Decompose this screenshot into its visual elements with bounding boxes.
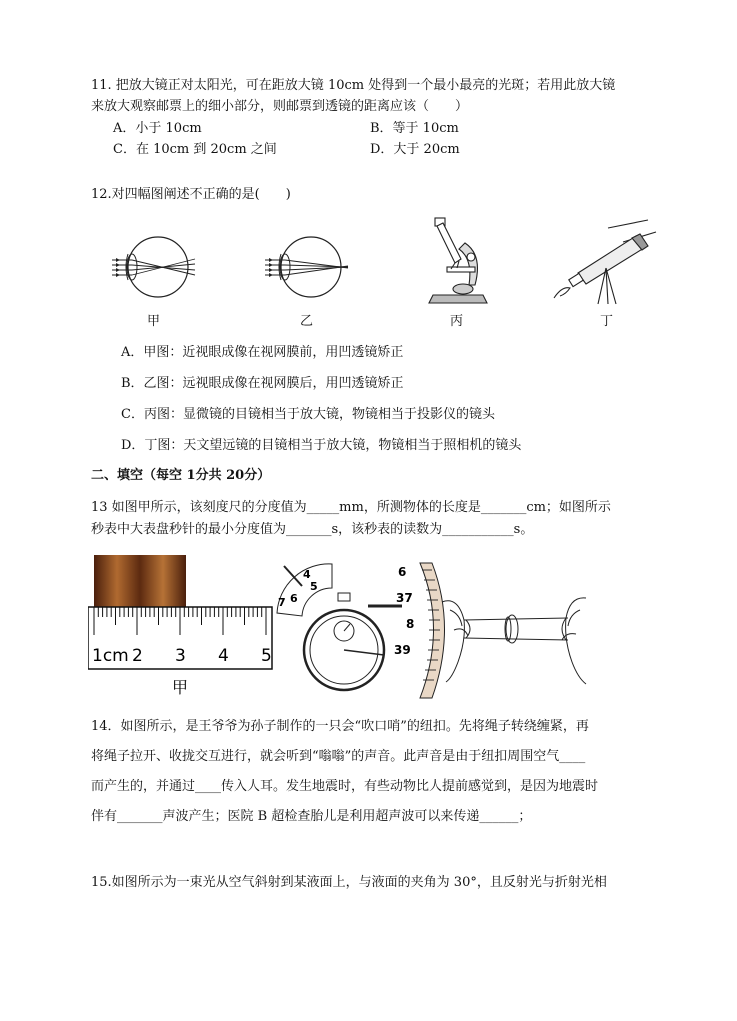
small-dial-7: 7 — [278, 596, 286, 609]
small-dial-5: 5 — [310, 580, 318, 593]
fig-label-bing: 丙 — [450, 314, 464, 329]
q13-line1: 13 如图甲所示，该刻度尺的分度值为_____mm，所测物体的长度是_______cm；如图所示 — [91, 500, 611, 515]
hyperopia-eye-figure — [263, 232, 353, 307]
q14-line3: 而产生的，并通过____传入人耳。发生地震时，有些动物比人提前感觉到，是因为地震时 — [91, 779, 599, 794]
q12-option-d: D．丁图：天文望远镜的目镜相当于放大镜，物镜相当于照相机的镜头 — [121, 438, 522, 453]
large-dial-6: 6 — [398, 565, 407, 579]
q11-option-c: C．在 10cm 到 20cm 之间 — [113, 142, 277, 157]
section-title: 二、填空（每空 1分共 20分） — [91, 468, 271, 483]
q11-option-b: B．等于 10cm — [370, 121, 459, 136]
q14-line4: 伴有_______声波产生；医院 B 超检查胎儿是利用超声波可以来传递______； — [91, 809, 532, 824]
ruler-label-jia: 甲 — [172, 678, 189, 697]
large-dial-39: 39 — [394, 643, 411, 657]
ruler-figure — [88, 553, 278, 698]
q12-option-a: A．甲图：近视眼成像在视网膜前，用凹透镜矫正 — [121, 345, 404, 360]
ruler-tick-1: 1cm — [92, 646, 129, 666]
q15-line1: 15.如图所示为一束光从空气斜射到某液面上，与液面的夹角为 30°，且反射光与折射光相 — [91, 875, 607, 890]
q12-option-b: B．乙图：远视眼成像在视网膜后，用凹透镜矫正 — [121, 376, 404, 391]
q11-option-d: D．大于 20cm — [370, 142, 460, 157]
myopia-eye-figure — [110, 232, 200, 307]
q13-line2: 秒表中大表盘秒针的最小分度值为_______s，该秒表的读数为___________s。 — [91, 522, 534, 537]
fig-label-yi: 乙 — [300, 314, 314, 329]
fig-label-jia: 甲 — [147, 314, 161, 329]
q12-stem: 12.对四幅图阐述不正确的是( ) — [91, 187, 291, 202]
ruler-tick-5: 5 — [261, 646, 272, 666]
q14-line2: 将绳子拉开、收拢交互进行，就会听到“嗡嗡”的声音。此声音是由于纽扣周围空气____ — [91, 749, 586, 764]
ruler-tick-3: 3 — [175, 646, 186, 666]
small-dial-4: 4 — [303, 568, 311, 581]
q11-line2: 来放大观察邮票上的细小部分，则邮票到透镜的距离应该（ ） — [91, 99, 469, 114]
telescope-figure — [548, 218, 658, 308]
microscope-figure — [425, 215, 495, 307]
ruler-tick-4: 4 — [218, 646, 229, 666]
ruler-tick-2: 2 — [132, 646, 143, 666]
large-dial-8: 8 — [406, 617, 415, 631]
q11-option-a: A．小于 10cm — [113, 121, 202, 136]
fig-label-ding: 丁 — [600, 314, 614, 329]
small-dial-6: 6 — [290, 592, 298, 605]
stopwatch-figure — [272, 558, 447, 703]
q11-line1: 11. 把放大镜正对太阳光，可在距放大镜 10cm 处得到一个最小最亮的光斑；若用此放大镜 — [91, 78, 616, 93]
button-whistle-figure — [440, 590, 590, 690]
q14-line1: 14．如图所示，是王爷爷为孙子制作的一只会“吹口哨”的纽扣。先将绳子转绕缠紧，再 — [91, 719, 589, 734]
q12-option-c: C．丙图：显微镜的目镜相当于放大镜，物镜相当于投影仪的镜头 — [121, 407, 495, 422]
large-dial-37: 37 — [396, 591, 413, 605]
